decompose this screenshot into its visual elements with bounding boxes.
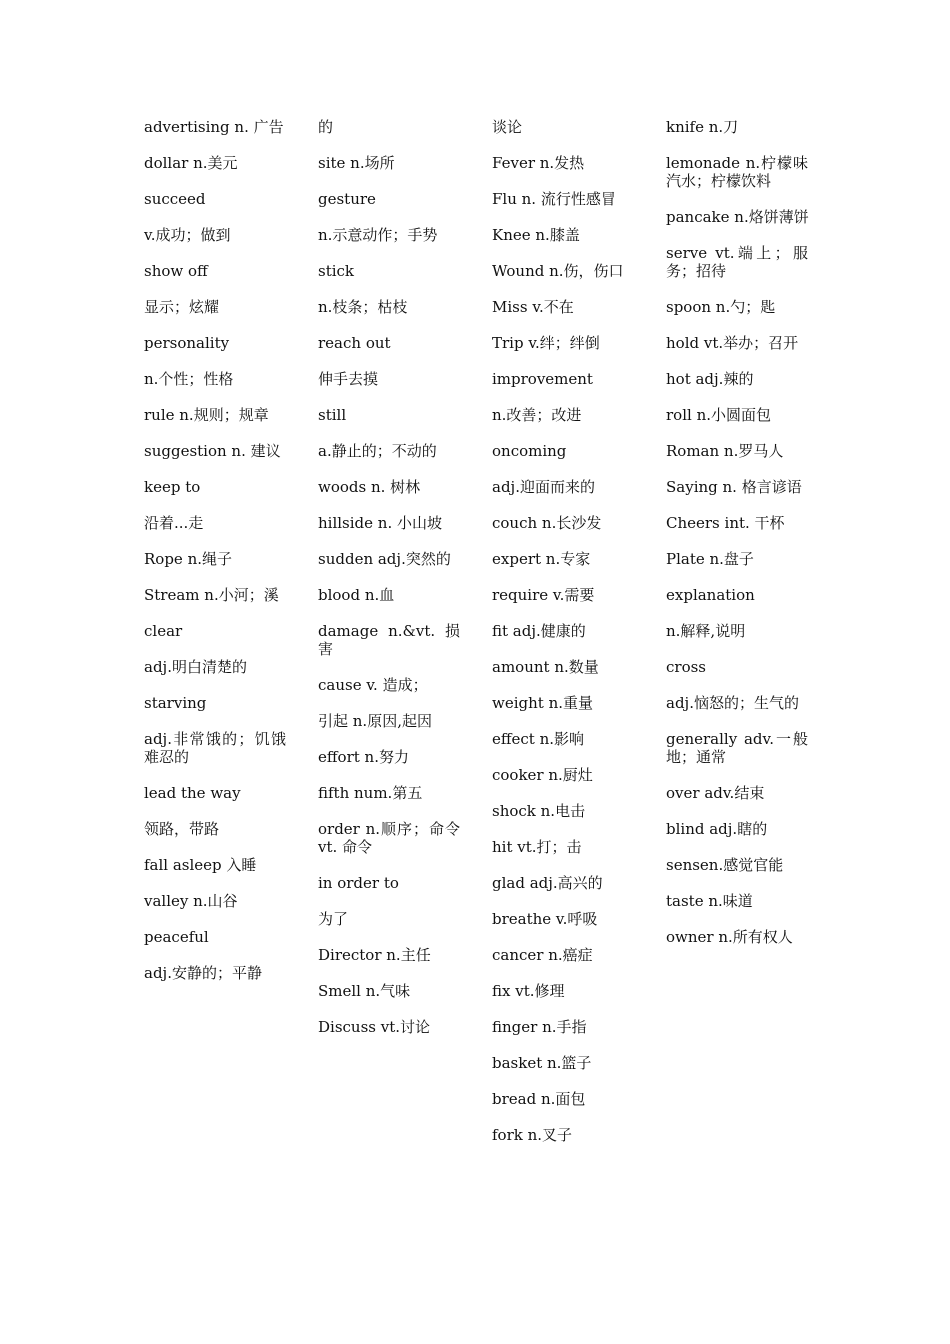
vocab-entry: serve vt.端上；服务；招待 (666, 244, 808, 280)
vocab-entry: Saying n. 格言谚语 (666, 478, 802, 496)
vocab-entry: gesture (318, 190, 376, 208)
vocab-entry: oncoming (492, 442, 567, 460)
vocab-entry: shock n.电击 (492, 802, 586, 820)
vocab-entry: hit vt.打；击 (492, 838, 582, 856)
vocab-entry: owner n.所有权人 (666, 928, 793, 946)
vocab-entry: fit adj.健康的 (492, 622, 586, 640)
vocab-entry: improvement (492, 370, 593, 388)
vocab-entry: adj.安静的；平静 (144, 964, 262, 982)
vocab-entry: 为了 (318, 910, 349, 928)
vocab-entry: roll n.小圆面包 (666, 406, 771, 424)
vocab-entry: blind adj.瞎的 (666, 820, 768, 838)
vocab-entry: show off (144, 262, 208, 280)
vocab-entry: weight n.重量 (492, 694, 594, 712)
vocab-entry: effect n.影响 (492, 730, 585, 748)
vocab-entry: in order to (318, 874, 399, 892)
vocab-entry: Miss v.不在 (492, 298, 574, 316)
vocab-entry: peaceful (144, 928, 209, 946)
vocab-entry: n.解释,说明 (666, 622, 746, 640)
vocab-entry: lemonade n.柠檬味汽水；柠檬饮料 (666, 154, 808, 190)
vocab-entry: bread n.面包 (492, 1090, 586, 1108)
vocab-entry: generally adv.一般地；通常 (666, 730, 808, 766)
vocab-entry: cancer n.癌症 (492, 946, 593, 964)
vocab-entry: expert n.专家 (492, 550, 591, 568)
vocab-entry: order n.顺序；命令 vt. 命令 (318, 820, 460, 856)
vocab-entry: Fever n.发热 (492, 154, 585, 172)
vocab-entry: pancake n.烙饼薄饼 (666, 208, 809, 226)
vocabulary-column-4 (666, 118, 808, 964)
vocab-entry: Flu n. 流行性感冒 (492, 190, 616, 208)
vocab-entry: fifth num.第五 (318, 784, 423, 802)
vocab-entry: 的 (318, 118, 334, 136)
vocab-entry: fall asleep 入睡 (144, 856, 257, 874)
vocab-entry: Smell n.气味 (318, 982, 411, 1000)
vocab-entry: blood n.血 (318, 586, 395, 604)
vocab-entry: rule n.规则；规章 (144, 406, 269, 424)
vocab-entry: Roman n.罗马人 (666, 442, 784, 460)
vocab-entry: Cheers int. 干杯 (666, 514, 785, 532)
vocab-entry: require v.需要 (492, 586, 595, 604)
vocab-entry: 沿着...走 (144, 514, 204, 532)
vocabulary-column-2 (318, 118, 460, 1054)
vocab-entry: 伸手去摸 (318, 370, 379, 388)
vocab-entry: advertising n. 广告 (144, 118, 284, 136)
vocab-entry: still (318, 406, 347, 424)
vocab-entry: sudden adj.突然的 (318, 550, 451, 568)
vocab-entry: finger n.手指 (492, 1018, 587, 1036)
vocab-entry: adj.非常饿的；饥饿难忍的 (144, 730, 286, 766)
vocab-entry: effort n.努力 (318, 748, 409, 766)
vocab-entry: Discuss vt.讨论 (318, 1018, 431, 1036)
vocab-entry: Trip v.绊；绊倒 (492, 334, 600, 352)
vocab-entry: personality (144, 334, 230, 352)
vocab-entry: adj.明白清楚的 (144, 658, 247, 676)
vocab-entry: 引起 n.原因,起因 (318, 712, 432, 730)
vocab-entry: couch n.长沙发 (492, 514, 602, 532)
vocab-entry: woods n. 树林 (318, 478, 421, 496)
vocab-entry: suggestion n. 建议 (144, 442, 281, 460)
vocab-entry: over adv.结束 (666, 784, 765, 802)
vocab-entry: starving (144, 694, 207, 712)
vocab-entry: cause v. 造成； (318, 676, 428, 694)
vocab-entry: breathe v.呼吸 (492, 910, 598, 928)
vocab-entry: n.改善；改进 (492, 406, 582, 424)
vocab-entry: cross (666, 658, 706, 676)
vocabulary-column-3 (492, 118, 634, 1162)
vocab-entry: knife n.刀 (666, 118, 739, 136)
vocab-entry: valley n.山谷 (144, 892, 238, 910)
vocab-entry: n.示意动作；手势 (318, 226, 438, 244)
vocab-entry: fork n.叉子 (492, 1126, 573, 1144)
vocab-entry: Knee n.膝盖 (492, 226, 580, 244)
vocab-entry: Plate n.盘子 (666, 550, 754, 568)
vocab-entry: n.个性；性格 (144, 370, 234, 388)
vocab-entry: site n.场所 (318, 154, 395, 172)
vocab-entry: 显示；炫耀 (144, 298, 220, 316)
vocab-entry: explanation (666, 586, 755, 604)
vocab-entry: succeed (144, 190, 206, 208)
vocab-entry: stick (318, 262, 355, 280)
vocab-entry: hold vt.举办；召开 (666, 334, 799, 352)
vocab-entry: v.成功；做到 (144, 226, 231, 244)
vocab-entry: dollar n.美元 (144, 154, 238, 172)
vocab-entry: clear (144, 622, 183, 640)
vocab-entry: adj.迎面而来的 (492, 478, 595, 496)
vocab-entry: hillside n. 小山坡 (318, 514, 442, 532)
vocab-entry: amount n.数量 (492, 658, 599, 676)
vocab-entry: n.枝条；枯枝 (318, 298, 408, 316)
vocab-entry: Stream n.小河；溪 (144, 586, 279, 604)
vocab-entry: reach out (318, 334, 391, 352)
vocab-entry: damage n.&vt. 损害 (318, 622, 460, 658)
vocab-entry: cooker n.厨灶 (492, 766, 593, 784)
vocabulary-column-1 (144, 118, 286, 1000)
vocab-entry: taste n.味道 (666, 892, 753, 910)
vocab-entry: 领路，带路 (144, 820, 220, 838)
vocab-entry: Director n.主任 (318, 946, 431, 964)
vocab-entry: Rope n.绳子 (144, 550, 233, 568)
vocab-entry: glad adj.高兴的 (492, 874, 603, 892)
vocab-entry: keep to (144, 478, 201, 496)
vocab-entry: basket n.篮子 (492, 1054, 592, 1072)
vocab-entry: lead the way (144, 784, 241, 802)
vocab-entry: Wound n.伤，伤口 (492, 262, 624, 280)
vocab-entry: fix vt.修理 (492, 982, 565, 1000)
vocab-entry: hot adj.辣的 (666, 370, 754, 388)
vocab-entry: a.静止的；不动的 (318, 442, 437, 460)
vocab-entry: spoon n.勺；匙 (666, 298, 776, 316)
vocab-entry: adj.恼怒的；生气的 (666, 694, 799, 712)
vocab-entry: sensen.感觉官能 (666, 856, 784, 874)
vocab-entry: 谈论 (492, 118, 523, 136)
